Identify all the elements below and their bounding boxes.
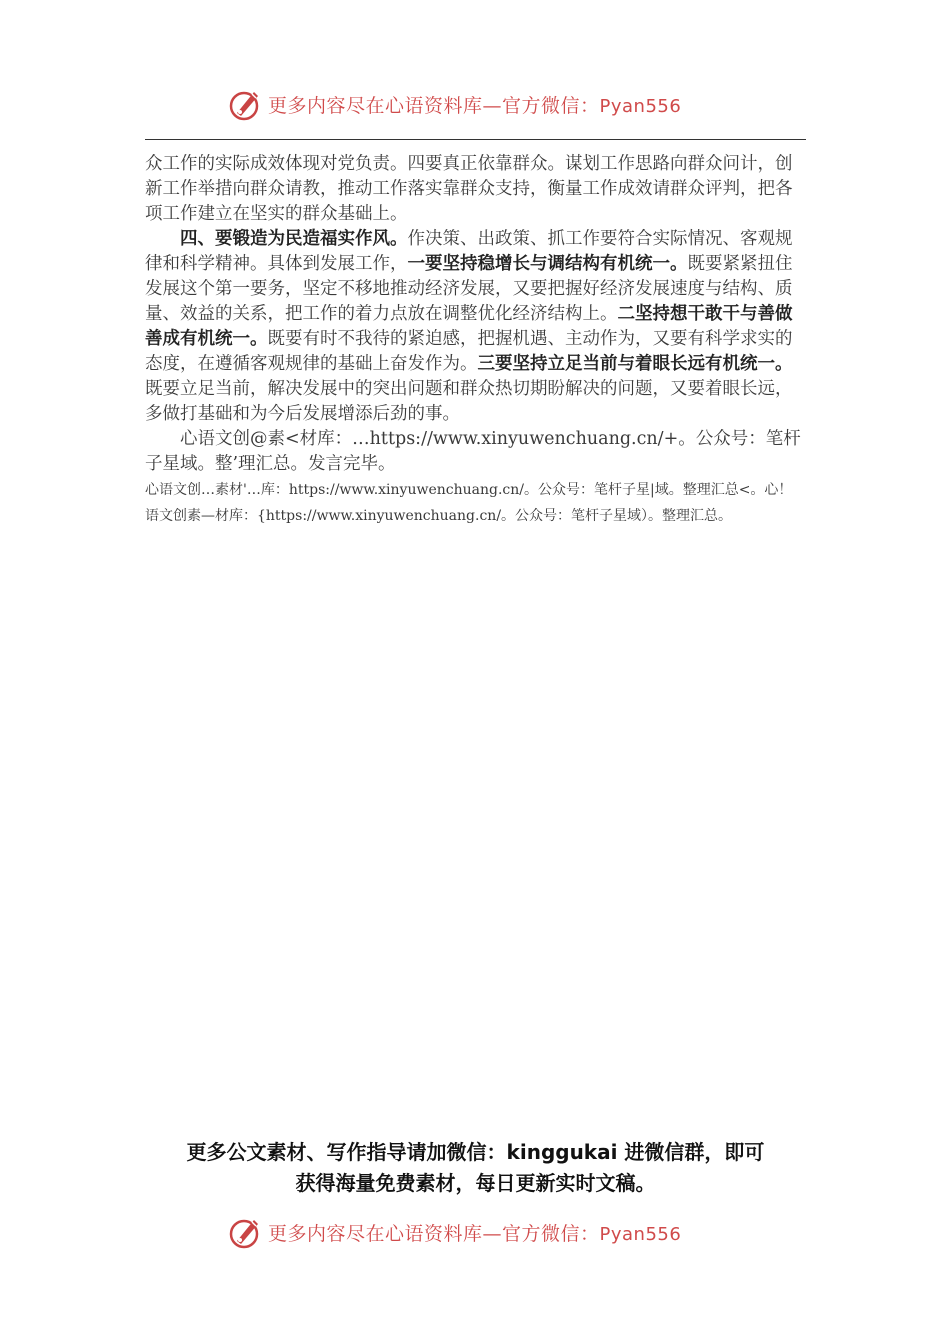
- header-brand-text: 更多内容尽在心语资料库—官方微信：: [268, 94, 600, 117]
- paragraph-2: [145, 227, 806, 427]
- paragraph-3: 心语文创@素<材库：…https://www.xinyuwenchuang.cn/+。公众号：笔杆子星域。整’理汇总。发言完毕。: [145, 429, 801, 474]
- pen-nib-logo-icon: [228, 1214, 264, 1250]
- paragraph-2-text-1: 作决策、出政策、抓工作要符合实际情况、客观规律和科学精神。具体到发展工作，: [145, 229, 793, 274]
- promo-line-2: 获得海量免费素材，每日更新实时文稿。: [295, 1171, 656, 1195]
- paragraph-4: 心语文创…素材'…库：https://www.xinyuwenchuang.cn/。公众号：笔杆子星|域。整理汇总<。心！语文创素—材库：{https://www.xinyuwenchuang.cn/。公众号：笔杆子星域）。整理汇总。: [145, 482, 793, 524]
- header-divider: [145, 139, 806, 140]
- point-1: 一要坚持稳增长与调结构有机统一。: [407, 254, 688, 274]
- document-body: [145, 152, 806, 529]
- promo-block: [145, 1137, 806, 1199]
- paragraph-2-text-2: 既要紧紧扭住发展这个第一要务，坚定不移地推动经济发展，又要把握好经济发展速度与结构、质量、效益的关系，把工作的着力点放在调整优化经济结构上。: [145, 254, 793, 324]
- footer-brand-text: 更多内容尽在心语资料库—官方微信：: [268, 1222, 600, 1245]
- pen-nib-logo-icon: [228, 86, 264, 122]
- page-header: [228, 84, 728, 124]
- section-heading: 四、要锻造为民造福实作风。: [180, 229, 408, 249]
- page-footer: [228, 1212, 728, 1252]
- footer-wechat-id: Pyan556: [599, 1223, 682, 1245]
- header-brand: [268, 91, 681, 118]
- paragraph-2-text-3: 既要有时不我待的紧迫感，把握机遇、主动作为，又要有科学求实的态度，在遵循客观规律的基础上奋发作为。: [145, 329, 793, 374]
- paragraph-1: 众工作的实际成效体现对党负责。四要真正依靠群众。谋划工作思路向群众问计，创新工作举措向群众请教，推动工作落实靠群众支持，衡量工作成效请群众评判，把各项工作建立在坚实的群众基础上。: [145, 154, 793, 224]
- paragraph-2-text-4: 既要立足当前，解决发展中的突出问题和群众热切期盼解决的问题，又要着眼长远，多做打基础和为今后发展增添后劲的事。: [145, 379, 793, 424]
- header-wechat-id: Pyan556: [599, 95, 682, 117]
- point-3: 三要坚持立足当前与着眼长远有机统一。: [477, 354, 793, 374]
- point-2: 二坚持想干敢干与善做善成有机统一。: [145, 304, 793, 349]
- footer-brand: [268, 1219, 681, 1246]
- promo-line-1: 更多公文素材、写作指导请加微信：kinggukai 进微信群，即可: [186, 1140, 765, 1164]
